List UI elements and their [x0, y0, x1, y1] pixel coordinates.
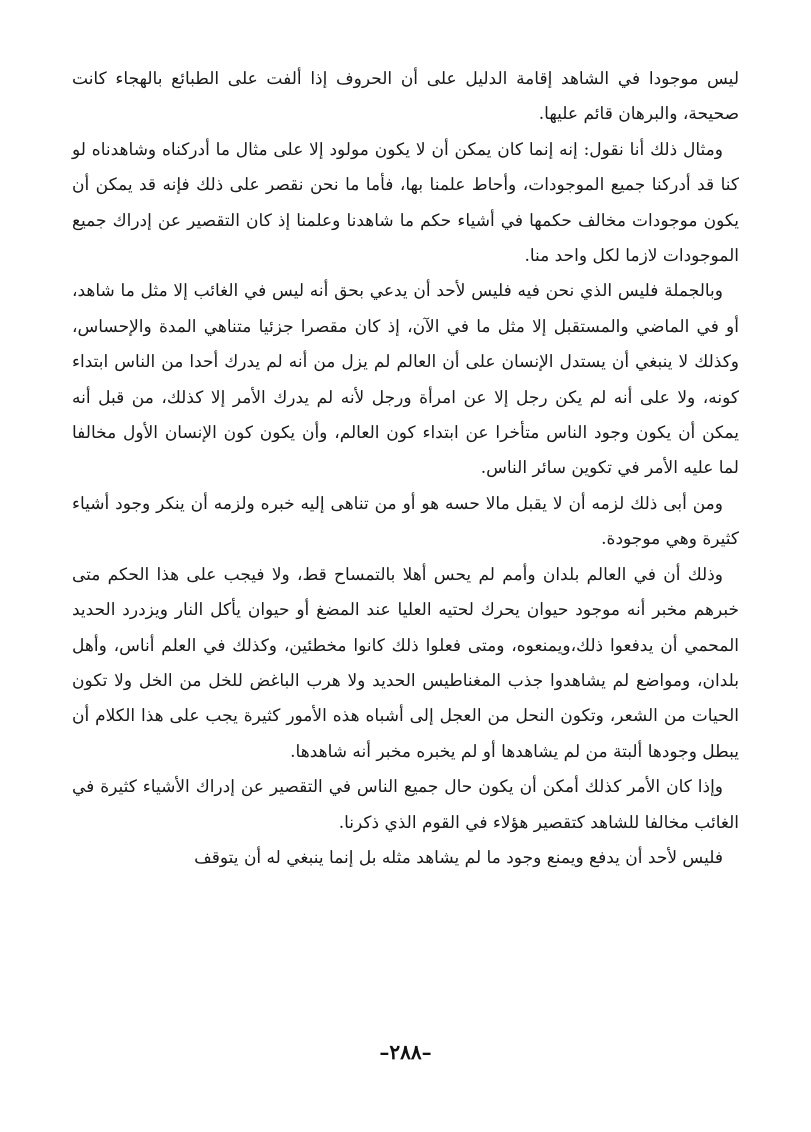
paragraph-1: ليس موجودا في الشاهد إقامة الدليل على أن الحروف إذا ألفت على الطبائع بالهجاء كانت صحيحة، والبرهان قائم عليها. — [72, 69, 739, 125]
paragraph-7: فليس لأحد أن يدفع ويمنع وجود ما لم يشاهد مثله بل إنما ينبغي له أن يتوقف — [194, 847, 723, 868]
paragraph-3: وبالجملة فليس الذي نحن فيه فليس لأحد أن يدعي بحق أنه ليس في الغائب إلا مثل ما شاهد، أو في الماضي والمستقبل إلا مثل ما في الآن، إذ كان مقصرا جزئيا متناهي المدة والإحساس، وكذلك لا ينبغي أن يستدل الإنسان على أن العالم لم يزل من أنه لم يدرك أحدا من الناس ابتداء كونه، ولا على أنه لم يكن رجل إلا عن امرأة ورجل لأنه لم يدرك الأمر إلا كذلك، من قبل أنه يمكن أن يكون وجود الناس متأخرا عن ابتداء كون العالم، وأن يكون كون الإنسان الأول مخالفا لما عليه الأمر في تكوين سائر الناس. — [72, 281, 739, 479]
paragraph-6: وإذا كان الأمر كذلك أمكن أن يكون حال جميع الناس في التقصير عن إدراك الأشياء كثيرة في الغائب مخالفا للشاهد كتقصير هؤلاء في القوم الذي ذكرنا. — [72, 777, 739, 833]
paragraph-4: ومن أبى ذلك لزمه أن لا يقبل مالا حسه هو أو من تناهى إليه خبره ولزمه أن ينكر وجود أشياء كثيرة وهي موجودة. — [72, 493, 739, 550]
paragraph-5: وذلك أن في العالم بلدان وأمم لم يحس أهلا بالتمساح قط، ولا فيجب على هذا الحكم متى خبرهم مخبر أنه موجود حيوان يحرك لحتيه العليا عند المضغ أو حيوان يأكل النار ويزدرد الحديد المحمي أن يدفعوا ذلك،ويمنعوه، ومتى فعلوا ذلك كانوا مخطئين، وكذلك في العلم أناس، وأهل بلدان، ومواضع لم يشاهدوا جذب المغناطيس الحديد ولا هرب الباغض للخل من الخل ولا تكون الحيات من الشعر، وتكون النحل من العجل إلى أشباه هذه الأمور كثيرة يجب على هذا الكلام أن يبطل وجودها ألبتة من لم يشاهدها أو لم يخبره مخبر أنه شاهدها. — [72, 564, 739, 762]
paragraph-2: ومثال ذلك أنا نقول: إنه إنما كان يمكن أن لا يكون مولود إلا على مثال ما أدركناه وشاهدناه لو كنا قد أدركنا جميع الموجودات، وأحاط علمنا بها، فأما ما نحن نقصر على ذلك فإنه قد يمكن أن يكون موجودات مخالف حكمها في أشياء حكم ما شاهدنا وعلمنا إذ كان التقصير عن إدراك جميع الموجودات لازما لكل واحد منا. — [72, 139, 739, 267]
page-number: –٢٨٨– — [379, 1040, 432, 1064]
body-text — [72, 62, 739, 876]
